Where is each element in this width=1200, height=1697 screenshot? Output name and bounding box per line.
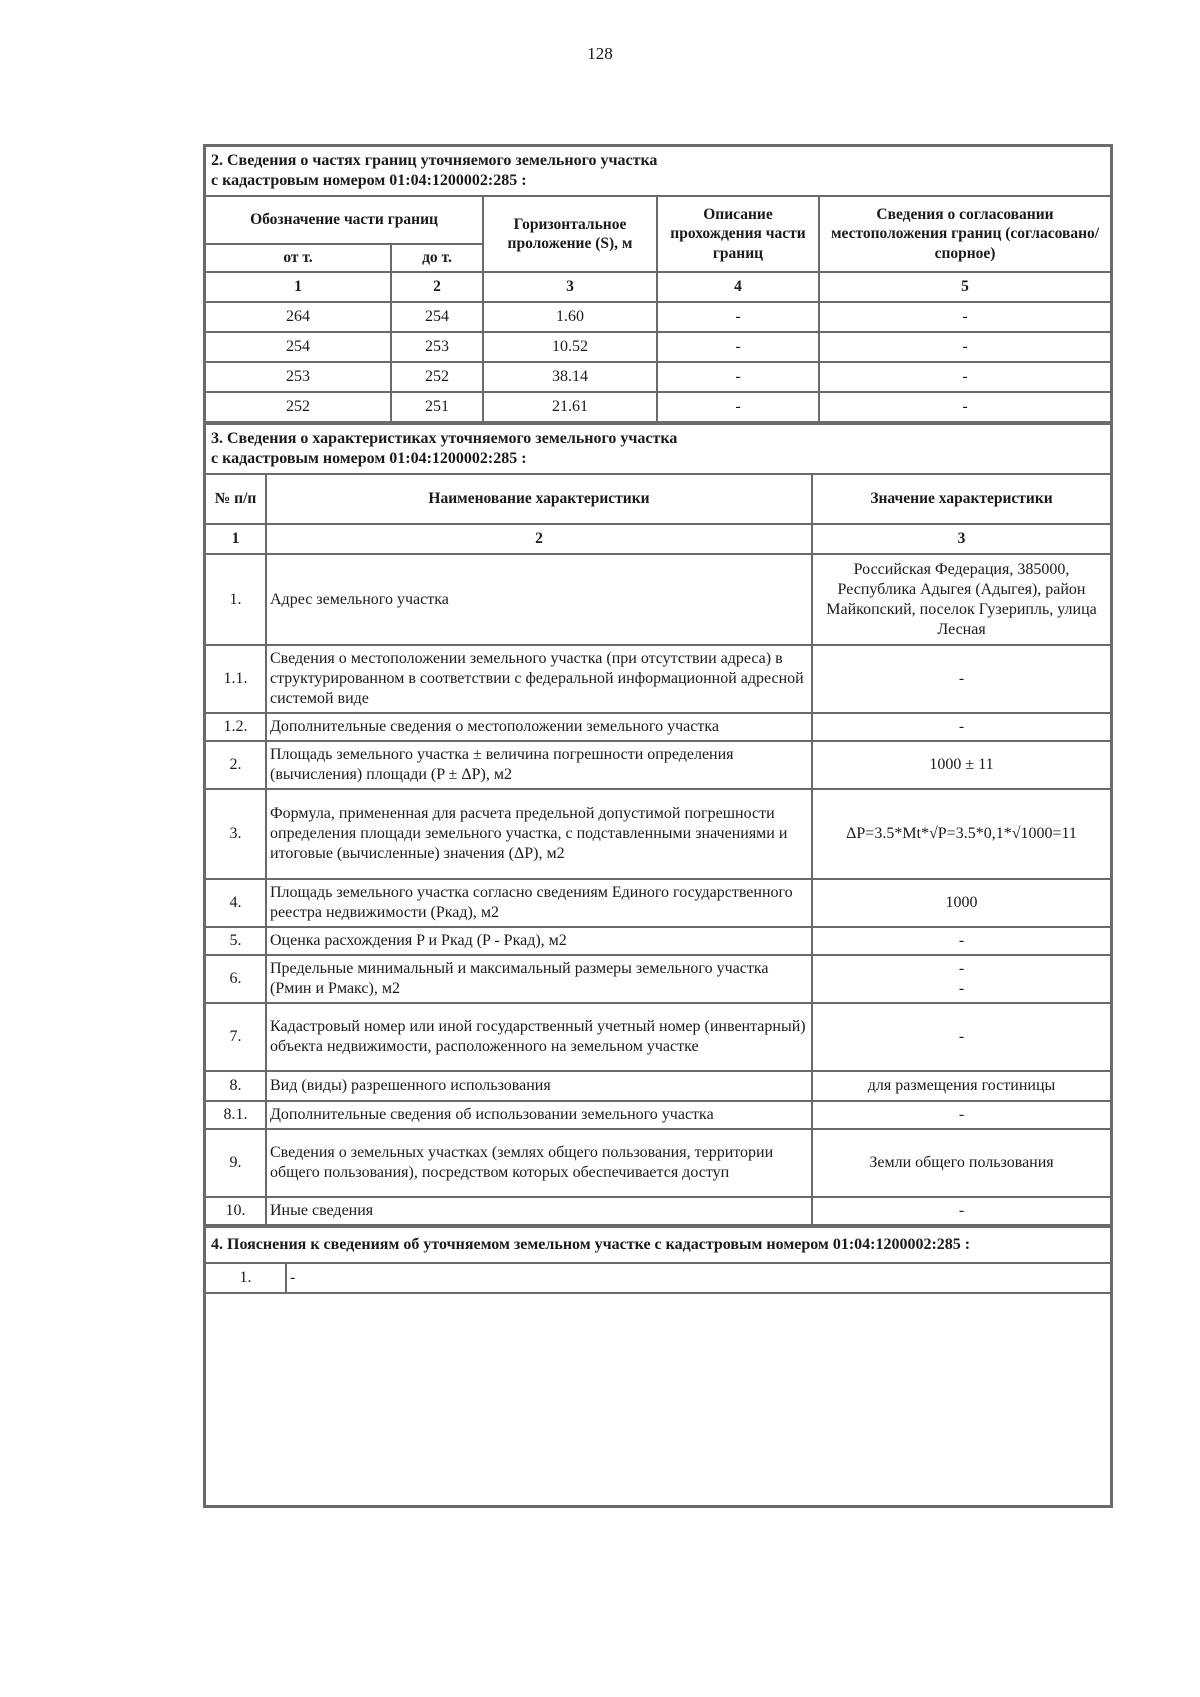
characteristic-value: Земли общего пользования	[812, 1129, 1110, 1197]
characteristic-name: Площадь земельного участка согласно сведениям Единого государственного реестра недвижимости (Ркад), м2	[266, 879, 812, 927]
row-num: 9.	[206, 1129, 266, 1197]
point-to: 251	[391, 392, 483, 422]
section-2-title-line1: 2. Сведения о частях границ уточняемого земельного участка	[211, 152, 658, 169]
row-num: 4.	[206, 879, 266, 927]
characteristic-name: Сведения о местоположении земельного участка (при отсутствии адреса) в структурированном в соответствии с федеральной информационной адресной системой виде	[266, 645, 812, 713]
boundary-description: -	[657, 332, 819, 362]
col-number: 2	[266, 524, 812, 554]
header-designation: Обозначение части границ	[206, 196, 483, 244]
col-number: 3	[812, 524, 1110, 554]
characteristic-name: Площадь земельного участка ± величина погрешности определения (вычисления) площади (P ± ΔP), м2	[266, 741, 812, 789]
row-num: 1.	[206, 554, 266, 645]
point-to: 252	[391, 362, 483, 392]
section-3-title	[206, 424, 1110, 474]
characteristic-name: Вид (виды) разрешенного использования	[266, 1071, 812, 1101]
characteristic-value: -	[812, 713, 1110, 741]
table-row	[206, 789, 1110, 879]
header-to: до т.	[391, 244, 483, 272]
characteristic-value: -	[812, 645, 1110, 713]
row-num: 6.	[206, 955, 266, 1003]
header-from: от т.	[206, 244, 391, 272]
characteristic-name: Формула, примененная для расчета предельной допустимой погрешности определения площади земельного участка, с подставленными значениями и итоговые (вычисленные) значения (ΔP), м2	[266, 789, 812, 879]
point-from: 254	[206, 332, 391, 362]
table-row	[206, 645, 1110, 713]
table-row	[206, 332, 1110, 362]
row-num: 7.	[206, 1003, 266, 1071]
row-num: 3.	[206, 789, 266, 879]
characteristic-name: Сведения о земельных участках (землях общего пользования, территории общего пользования), посредством которых обеспечивается доступ	[266, 1129, 812, 1197]
boundary-description: -	[657, 302, 819, 332]
table-row	[206, 1003, 1110, 1071]
boundary-description: -	[657, 392, 819, 422]
characteristic-name: Оценка расхождения P и Ркад (P - Ркад), м2	[266, 927, 812, 955]
section-3-title-line1: 3. Сведения о характеристиках уточняемого земельного участка	[211, 430, 678, 447]
agreement-status: -	[819, 362, 1110, 392]
section-4-table	[206, 1226, 1110, 1294]
row-num: 1.1.	[206, 645, 266, 713]
characteristic-value: 1000 ± 11	[812, 741, 1110, 789]
boundary-description: -	[657, 362, 819, 392]
row-num: 8.1.	[206, 1101, 266, 1129]
col-number: 2	[391, 272, 483, 302]
table-row	[206, 1263, 1110, 1293]
section-2-title-line2: с кадастровым номером 01:04:1200002:285 :	[211, 172, 527, 189]
col-number: 1	[206, 524, 266, 554]
row-num: 5.	[206, 927, 266, 955]
point-from: 264	[206, 302, 391, 332]
characteristic-value: -	[812, 927, 1110, 955]
row-num: 2.	[206, 741, 266, 789]
agreement-status: -	[819, 302, 1110, 332]
table-row	[206, 927, 1110, 955]
table-row	[206, 1071, 1110, 1101]
characteristic-name: Дополнительные сведения о местоположении земельного участка	[266, 713, 812, 741]
section-3-title-line2: с кадастровым номером 01:04:1200002:285 :	[211, 450, 527, 467]
characteristic-name: Предельные минимальный и максимальный размеры земельного участка (Рмин и Рмакс), м2	[266, 955, 812, 1003]
row-num: 1.2.	[206, 713, 266, 741]
table-row	[206, 1129, 1110, 1197]
header-num: № п/п	[206, 474, 266, 524]
page-number: 128	[587, 44, 613, 63]
row-num: 10.	[206, 1197, 266, 1225]
characteristic-value: -	[812, 1101, 1110, 1129]
document-form	[203, 144, 1113, 1508]
header-name: Наименование характеристики	[266, 474, 812, 524]
horizontal-distance: 38.14	[483, 362, 657, 392]
table-row	[206, 879, 1110, 927]
explanation-text: -	[286, 1263, 1110, 1293]
agreement-status: -	[819, 392, 1110, 422]
table-row	[206, 1101, 1110, 1129]
col-number: 5	[819, 272, 1110, 302]
table-row	[206, 1197, 1110, 1225]
col-number: 1	[206, 272, 391, 302]
table-row	[206, 741, 1110, 789]
header-agreement: Сведения о согласовании местоположения границ (согласовано/спорное)	[819, 196, 1110, 272]
section-2-table	[206, 147, 1110, 423]
point-from: 252	[206, 392, 391, 422]
horizontal-distance: 10.52	[483, 332, 657, 362]
characteristic-value: - -	[812, 955, 1110, 1003]
point-from: 253	[206, 362, 391, 392]
characteristic-value: 1000	[812, 879, 1110, 927]
row-num: 1.	[206, 1263, 286, 1293]
table-row	[206, 554, 1110, 645]
characteristic-value: ΔP=3.5*Mt*√P=3.5*0,1*√1000=11	[812, 789, 1110, 879]
table-row	[206, 302, 1110, 332]
characteristic-name: Кадастровый номер или иной государственный учетный номер (инвентарный) объекта недвижимости, расположенного на земельном участке	[266, 1003, 812, 1071]
col-number: 3	[483, 272, 657, 302]
characteristic-name: Дополнительные сведения об использовании земельного участка	[266, 1101, 812, 1129]
characteristic-name: Адрес земельного участка	[266, 554, 812, 645]
point-to: 254	[391, 302, 483, 332]
section-3-table	[206, 423, 1110, 1226]
horizontal-distance: 1.60	[483, 302, 657, 332]
header-horizontal: Горизонтальное проложение (S), м	[483, 196, 657, 272]
characteristic-value: -	[812, 1197, 1110, 1225]
point-to: 253	[391, 332, 483, 362]
col-number: 4	[657, 272, 819, 302]
characteristic-value: для размещения гостиницы	[812, 1071, 1110, 1101]
agreement-status: -	[819, 332, 1110, 362]
characteristic-value: Российская Федерация, 385000, Республика Адыгея (Адыгея), район Майкопский, поселок Гузерипль, улица Лесная	[812, 554, 1110, 645]
table-row	[206, 362, 1110, 392]
section-2-title	[206, 147, 1110, 196]
characteristic-value: -	[812, 1003, 1110, 1071]
header-description: Описание прохождения части границ	[657, 196, 819, 272]
table-row	[206, 713, 1110, 741]
row-num: 8.	[206, 1071, 266, 1101]
table-row	[206, 392, 1110, 422]
table-row	[206, 955, 1110, 1003]
characteristic-name: Иные сведения	[266, 1197, 812, 1225]
section-4-title: 4. Пояснения к сведениям об уточняемом земельном участке с кадастровым номером 01:04:1200002:285 :	[206, 1227, 1110, 1263]
horizontal-distance: 21.61	[483, 392, 657, 422]
header-value: Значение характеристики	[812, 474, 1110, 524]
